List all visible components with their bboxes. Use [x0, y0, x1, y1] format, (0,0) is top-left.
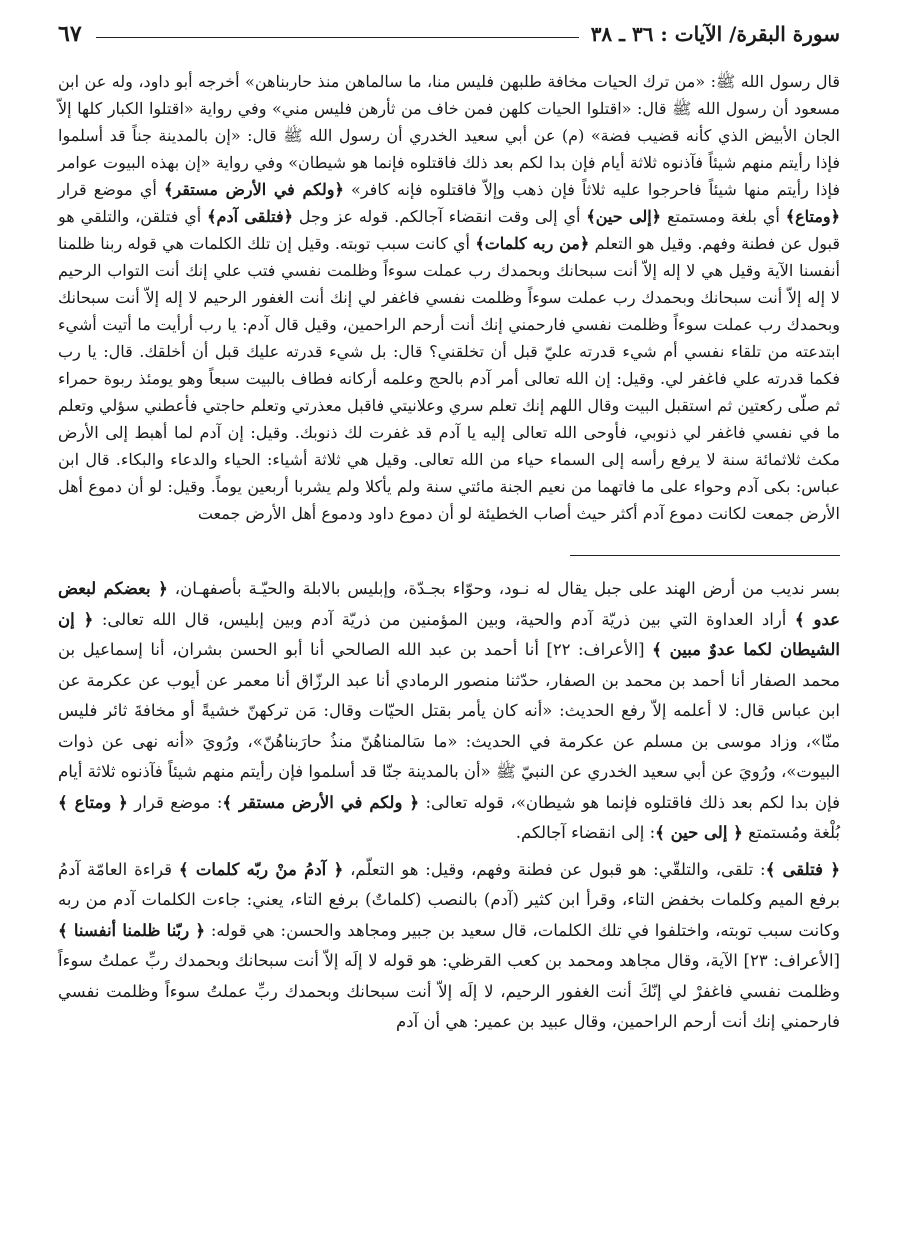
text-run: بُلْغة ومُستمتع [742, 823, 840, 842]
text-run: أراد العداوة التي بين ذريّة آدم والحية، وبين المؤمنين من ذريّة آدم وبين إبليس، قال الله تعالى: [93, 609, 795, 629]
quran-quote: ﴿ ربّنا ظلمنا أنفسنا ﴾ [58, 920, 206, 940]
quran-quote: ﴿من ربه كلمات﴾ [475, 234, 590, 253]
text-run: : موضع قرار [127, 792, 223, 812]
quran-quote: ﴿ولكم في الأرض مستقر﴾ [163, 180, 344, 199]
text-run: أي فتلقن، والتلقي هو قبول عن فطنة وفهم. وقيل هو التعلم [58, 207, 841, 253]
header-rule [96, 37, 579, 38]
text-run: بسر نديب من أرض الهند على جبل يقال له نـود، وحوّاء بجـدّة، وإبليس بالابلة والحيّـة بأصفهـان، [167, 579, 840, 598]
main-commentary [58, 68, 840, 527]
text-run: أي إلى وقت انقضاء آجالكم. قوله عز وجل [293, 207, 587, 226]
secondary-commentary [58, 574, 840, 1038]
quran-quote: ﴿ ولكم في الأرض مستقر ﴾ [222, 792, 420, 812]
quran-quote: ﴿إلى حين﴾ [586, 207, 662, 226]
quran-quote: ﴿ ومتاع ﴾ [58, 792, 128, 812]
text-run: [الأعراف: ٢٢] أنا أحمد بن عبد الله الصالحي أنا أبو الحسن بشران، أنا إسماعيل بن محمد الصفار أنا أحمد بن محمد بن الصفار، حدّثنا منصور الرمادي أنا عبد الرزّاق أنا معمر عن أيوب عن عكرمة عن ابن عباس قال: لا أعلمه إلاّ رفع الحديث: «أنه كان يأمر بقتل الحيّات وقال: مَن تركهنّ خشيةً أو مخافةَ ثائر فليس منّا»، وزاد موسى بن مسلم عن عكرمة في الحديث: «ما سَالمناهُنّ منذُ حارَبناهُنّ»، ورُويَ «أنه نهى عن ذوات البيوت»، ورُويَ عن أبي سعيد الخدري عن النبيّ ﷺ «أن بالمدينة جنّا قد أسلموا فإن رأيتم منهم شيئاً فآذنوه ثلاثة أيام فإن بدا لكم بعد ذلك فاقتلوه فإنما هو شيطان»، قوله تعالى: [58, 640, 841, 812]
quran-quote: ﴿ بعضكم لبعض عدو ﴾ [58, 579, 840, 629]
page-number: ٦٧ [58, 21, 82, 47]
quran-quote: ﴿ إلى حين ﴾ [655, 823, 743, 842]
quran-quote: ﴿ فتلقى ﴾ [765, 859, 840, 879]
text-run: أي كانت سبب توبته. وقيل إن تلك الكلمات هي قوله ربنا ظلمنا أنفسنا الآية وقيل هي لا إله إلاّ أنت سبحانك وبحمدك رب عملت سوءاً وظلمت نفسي فتب علي إنك أنت التواب الرحيم لا إله إلاّ أنت سبحانك وبحمدك رب عملت سوءاً وظلمت نفسي فاغفر لي إنك أنت الغفور الرحيم لا إله إلاّ أنت سبحانك وبحمدك رب عملت سوءاً وظلمت نفسي فارحمني إنك أنت أرحم الراحمين، وقيل قال آدم: يا رب أرأيت ما أتيت أشيء ابتدعته من تلقاء نفسي أم شيء قدرته عليّ قبل أن تخلقني؟ قال: بل شيء قدرته عليك قبل أن أخلقك. قال: يا رب فكما قدرته علي فاغفر لي. وقيل: إن الله تعالى أمر آدم بالحج وعلمه أركانه فطاف بالبيت سبعاً وهو يومئذ ربوة حمراء ثم صلّى ركعتين ثم استقبل البيت وقال اللهم إنك تعلم سري وعلانيتي فاقبل معذرتي وتعلم حاجتي فأعطني سؤلي وتعلم ما في نفسي فاغفر لي ذنوبي، فأوحى الله تعالى إليه يا آدم قد غفرت لك ذنوبك. وقيل: إن آدم لما أهبط إلى الأرض مكث ثلاثمائة سنة لا يرفع رأسه إلى السماء حياء من الله تعالى. وقيل هي ثلاثة أشياء: الحياء والدعاء والبكاء. قال ابن عباس: بكى آدم وحواء على ما فاتهما من نعيم الجنة مائتي سنة ولم يأكلا ولم يشربا أربعين يوماً. وقيل: لو أن دموع أهل الأرض جمعت لكانت دموع آدم أكثر حيث أصاب الخطيئة لو أن دموع داود ودموع أهل الأرض جمعت [58, 234, 841, 523]
quran-quote: ﴿فتلقى آدم﴾ [207, 207, 293, 226]
text-run: قال رسول الله ﷺ: «من ترك الحيات مخافة طلبهن فليس منا، ما سالماهن منذ حاربناهن» أخرجه أبو داود، وله عن ابن مسعود أن رسول الله ﷺ قال: «اقتلوا الحيات كلهن فمن خاف من ثأرهن فليس مني» وفي رواية «اقتلوا الكبار كلها إلاّ الجان الأبيض الذي كأنه قضيب فضة» (م) عن أبي سعيد الخدري أن رسول الله ﷺ قال: «إن بالمدينة جناً قد أسلموا فإذا رأيتم منهم شيئاً فآذنوه ثلاثة أيام فإن بدا لكم بعد ذلك فاقتلوه فإنما هو شيطان» وفي رواية «إن بهذه البيوت عوامر فإذا رأيتم منها شيئاً فاحرجوا عليه ثلاثاً فإن ذهب وإلاّ فاقتلوه فإنه كافر» [58, 72, 841, 199]
running-title: سورة البقرة/ الآيات : ٣٦ ـ ٣٨ [590, 22, 840, 46]
secondary-paragraph [58, 855, 840, 1038]
quran-quote: ﴿ومتاع﴾ [785, 207, 841, 226]
quran-quote: ﴿ إن الشيطان لكما عدوٌ مبين ﴾ [58, 609, 841, 659]
main-paragraph [58, 68, 840, 527]
section-divider [570, 555, 840, 556]
text-run: أي بلغة ومستمتع [661, 207, 786, 226]
secondary-paragraph [58, 574, 840, 849]
text-run: أي موضع قرار [58, 180, 164, 199]
quran-quote: ﴿ آدمُ منْ ربّه كلمات ﴾ [178, 859, 344, 879]
text-run: قراءة العامّة آدمُ برفع الميم وكلمات بخفض التاء، وقرأ ابن كثير (آدم) بالنصب (كلماتٌ) برفع التاء، يعني: جاءت الكلمات آدم من ربه وكانت سبب توبته، واختلفوا في تلك الكلمات، قال سعيد بن جبير ومجاهد والحسن: هي قوله: [58, 859, 840, 940]
page-header [58, 14, 840, 54]
text-run: : إلى انقضاء آجالكم. [515, 823, 656, 842]
text-run: [الأعراف: ٢٣] الآية، وقال مجاهد ومحمد بن كعب القرظي: هو قوله لا إلَه إلاّ أنت سبحانك وبحمدك ربِّ عملتُ سوءاً وظلمت نفسي فاغفرْ لي إنّكَ أنت الغفور الرحيم، لا إلَه إلاّ أنت سبحانك وبحمدك ربِّ عملتُ سوءاً وظلمت نفسي فارحمني إنك أنت أرحم الراحمين، وقال عبيد بن عمير: هي أن آدم [58, 951, 840, 1031]
text-run: : تلقى، والتلقّي: هو قبول عن فطنة وفهم، وقيل: هو التعلّم، [343, 859, 766, 879]
